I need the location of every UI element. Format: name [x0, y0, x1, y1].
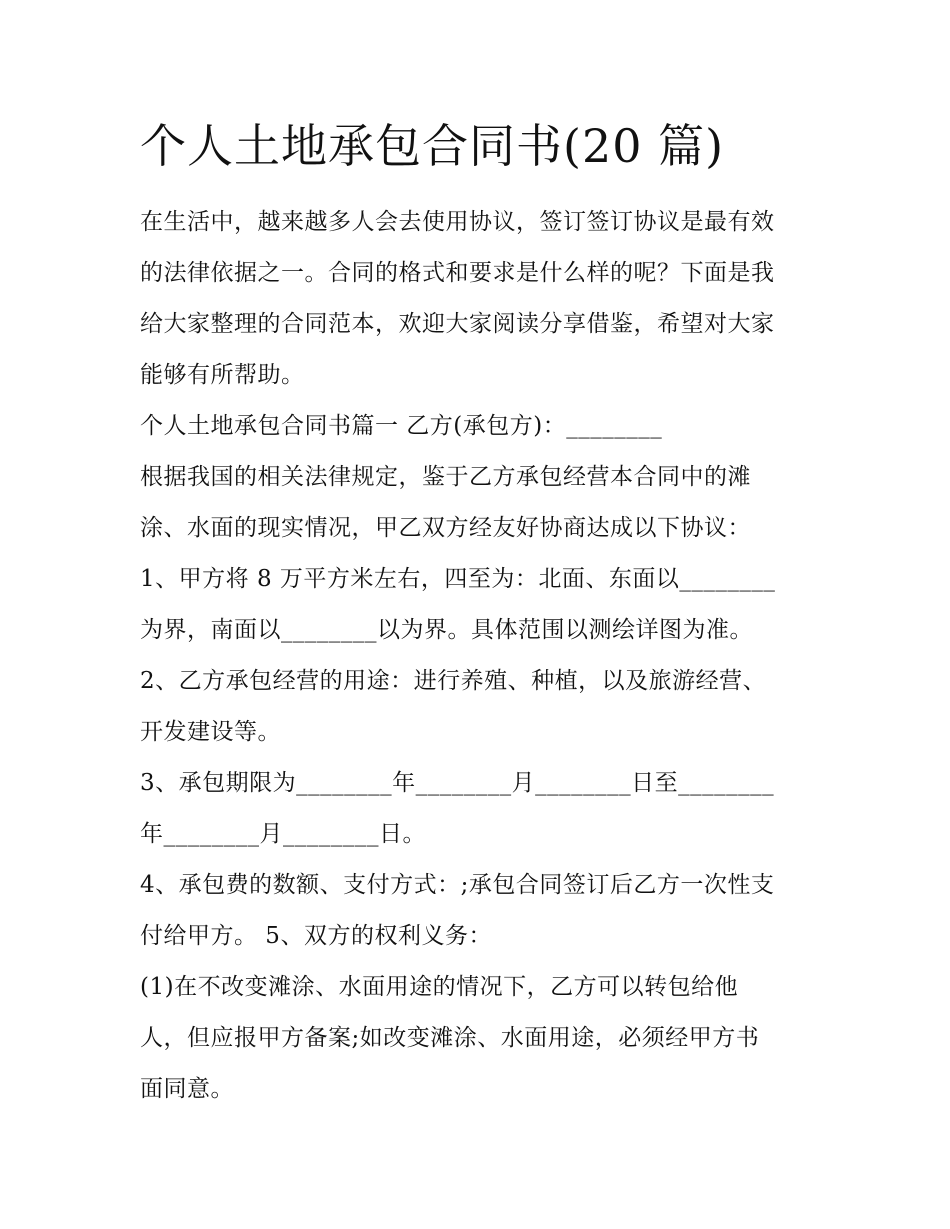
document-title: 个人土地承包合同书(20 篇): [140, 119, 725, 173]
paragraph-line: 根据我国的相关法律规定，鉴于乙方承包经营本合同中的滩: [140, 464, 751, 490]
paragraph-line: 付给甲方。 5、双方的权利义务：: [140, 923, 492, 949]
paragraph-line: (1)在不改变滩涂、水面用途的情况下，乙方可以转包给他: [140, 974, 739, 1000]
paragraph-line: 能够有所帮助。: [140, 362, 305, 388]
paragraph-line: 给大家整理的合同范本，欢迎大家阅读分享借鉴，希望对大家: [140, 311, 775, 337]
paragraph-line: 年________月________日。: [140, 821, 426, 847]
paragraph-line: 1、甲方将 8 万平方米左右，四至为：北面、东面以________: [140, 566, 776, 592]
paragraph-line: 的法律依据之一。合同的格式和要求是什么样的呢？下面是我: [140, 260, 775, 286]
paragraph-line: 开发建设等。: [140, 719, 281, 745]
paragraph-line: 涂、水面的现实情况，甲乙双方经友好协商达成以下协议：: [140, 515, 751, 541]
paragraph-line: 为界，南面以________以为界。具体范围以测绘详图为准。: [140, 617, 753, 643]
paragraph-line: 在生活中，越来越多人会去使用协议，签订签订协议是最有效: [140, 209, 775, 235]
paragraph-line: 4、承包费的数额、支付方式：;承包合同签订后乙方一次性支: [140, 872, 775, 898]
paragraph-line: 人，但应报甲方备案;如改变滩涂、水面用途，必须经甲方书: [140, 1025, 760, 1051]
paragraph-line: 面同意。: [140, 1076, 234, 1102]
paragraph-line: 3、承包期限为________年________月________日至________: [140, 770, 775, 796]
paragraph-line: 2、乙方承包经营的用途：进行养殖、种植，以及旅游经营、: [140, 668, 767, 694]
paragraph-line: 个人土地承包合同书篇一 乙方(承包方)：________: [140, 413, 663, 439]
